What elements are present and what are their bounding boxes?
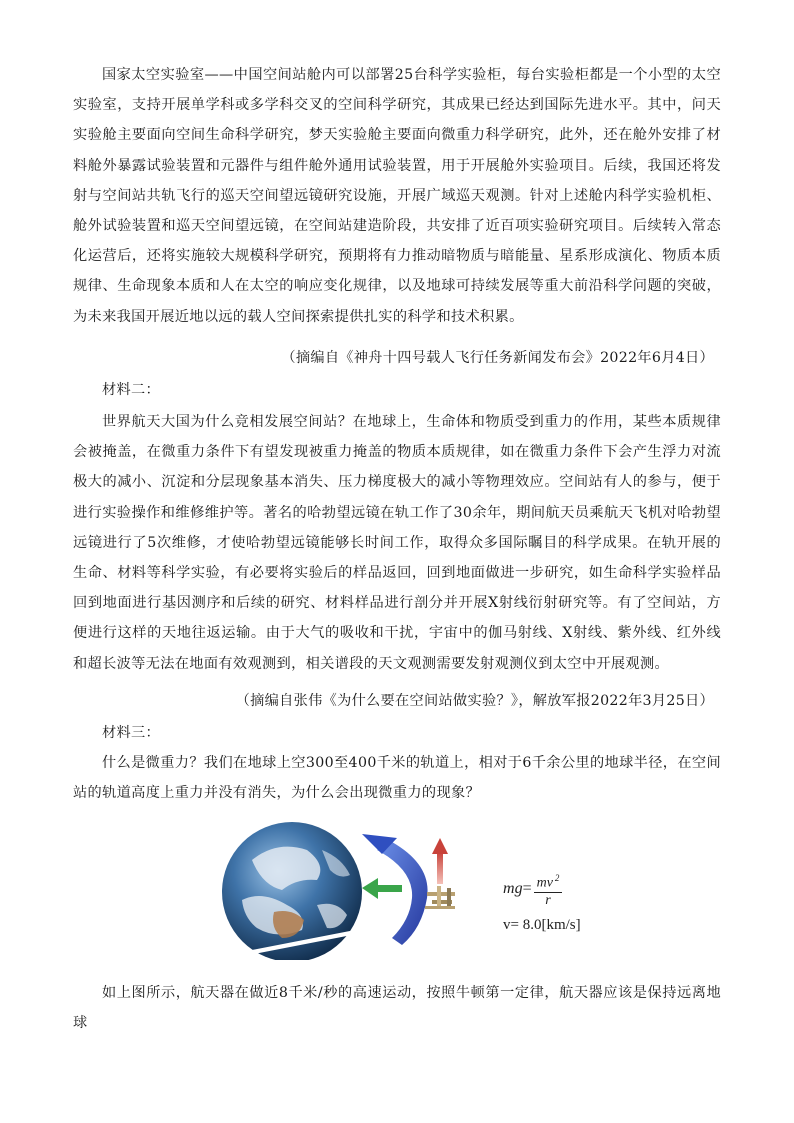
formula-fraction xyxy=(534,870,563,909)
source-citation-1: （摘编自《神舟十四号载人飞行任务新闻发布会》2022年6月4日） xyxy=(281,350,714,366)
space-station-icon xyxy=(425,886,455,909)
earth-icon xyxy=(222,822,362,960)
material-2-label: 材料二： xyxy=(102,382,160,398)
velocity-formula: v= 8.0[km/s] xyxy=(503,917,581,933)
velocity-arrow-icon xyxy=(377,842,428,945)
paragraph-3: 什么是微重力？我们在地球上空300至400千米的轨道上，相对于6千余公里的地球半径，在空间站的轨道高度上重力并没有消失，为什么会出现微重力的现象？ xyxy=(73,755,721,802)
centrifugal-arrow-icon xyxy=(432,838,448,884)
formula-numerator: mv $^2$ xyxy=(534,870,563,893)
formula-denominator: r xyxy=(545,892,551,908)
paragraph-4: 如上图所示，航天器在做近8千米/秒的高速运动，按照牛顿第一定律，航天器应该是保持远离地球 xyxy=(73,985,721,1032)
formula-mass-symbol: m xyxy=(503,880,515,897)
paragraph-1: 国家太空实验室——中国空间站舱内可以部署25台科学实验柜，每台实验柜都是一个小型的太空实验室，支持开展单学科或多学科交叉的空间科学研究，其成果已经达到国际先进水平。其中，问天实验舱主要面向空间生命科学研究，梦天实验舱主要面向微重力科学研究，此外，还在舱外安排了材料舱外暴露试验装置和元器件与组件舱外通用试验装置，用于开展舱外实验项目。后续，我国还将发射与空间站共轨飞行的巡天空间望远镜研究设施，开展广域巡天观测。针对上述舱内科学实验机柜、舱外试验装置和巡天空间望远镜，在空间站建造阶段，共安排了近百项实验研究项目。后续转入常态化运营后，还将实施较大规模科学研究，预期将有力推动暗物质与暗能量、星系形成演化、物质本质规律、生命现象本质和人在太空的响应变化规律，以及地球可持续发展等重大前沿科学问题的突破，为未来我国开展近地以远的载人空间探索提供扎实的科学和技术积累。 xyxy=(73,67,721,325)
formula-equals: = xyxy=(522,880,532,897)
gravity-arrow-icon xyxy=(362,878,402,899)
material-3-label: 材料三： xyxy=(102,725,160,741)
paragraph-2: 世界航天大国为什么竞相发展空间站？在地球上，生命体和物质受到重力的作用，某些本质规律会被掩盖，在微重力条件下有望发现被重力掩盖的物质本质规律，如在微重力条件下会产生浮力对流极大的减小、沉淀和分层现象基本消失、压力梯度极大的减小等物理效应。空间站有人的参与，便于进行实验操作和维修维护等。著名的哈勃望远镜在轨工作了30余年，期间航天员乘航天飞机对哈勃望远镜进行了5次维修，才使哈勃望远镜能够长时间工作，取得众多国际瞩目的科学成果。在轨开展的生命、材料等科学实验，有必要将实验后的样品返回，回到地面做进一步研究，如生命科学实验样品回到地面进行基因测序和后续的研究、材料样品进行剖分并开展X射线衍射研究等。有了空间站，方便进行这样的天地往返运输。由于大气的吸收和干扰，宇宙中的伽马射线、X射线、紫外线、红外线和超长波等无法在地面有效观测到，相关谱段的天文观测需要发射观测仪到太空中开展观测。 xyxy=(73,414,721,672)
centripetal-formula xyxy=(503,870,562,909)
formula-exponent: 2 xyxy=(554,873,560,883)
source-citation-2: （摘编自张伟《为什么要在空间站做实验？》，解放军报2022年3月25日） xyxy=(235,693,714,709)
formula-gravity-symbol: g xyxy=(514,880,523,897)
